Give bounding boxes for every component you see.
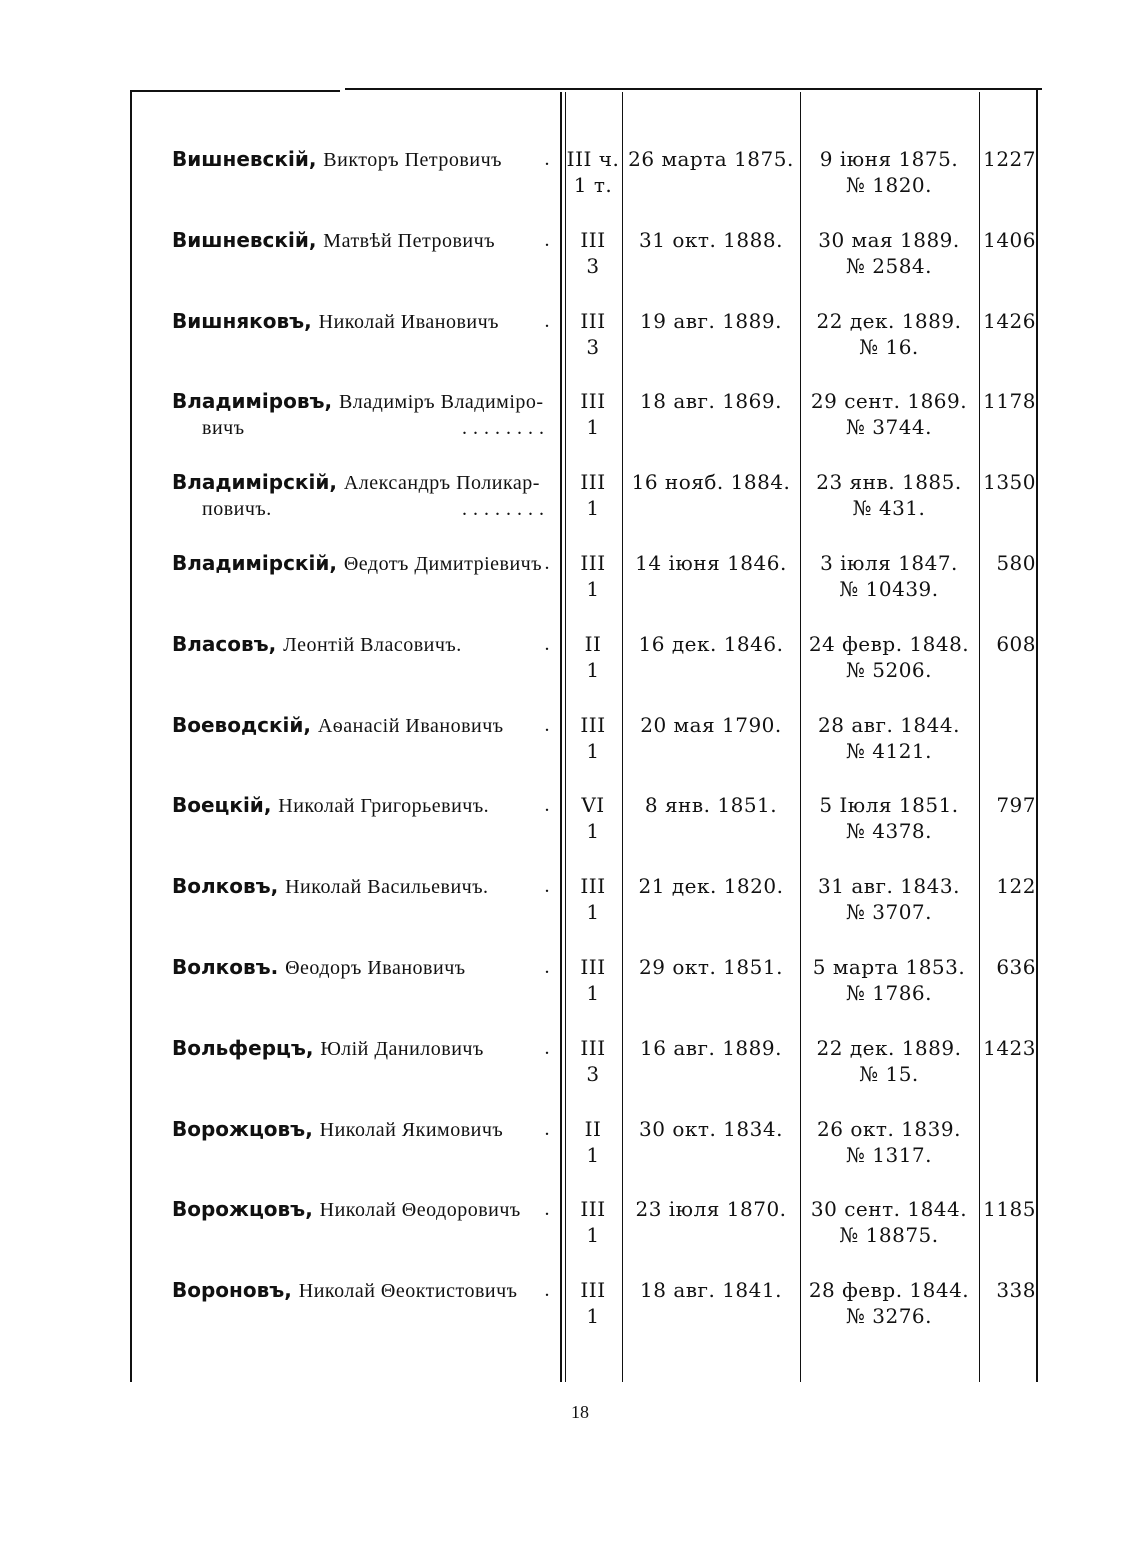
record-number bbox=[978, 954, 1036, 980]
service-date bbox=[626, 631, 796, 657]
part-volume-line: III bbox=[580, 470, 606, 495]
decree-date-line: 31 авг. 1843. bbox=[818, 874, 960, 899]
part-volume bbox=[566, 308, 620, 360]
part-volume bbox=[566, 388, 620, 440]
given-names: Викторъ Петровичъ bbox=[323, 149, 502, 171]
decree-date bbox=[800, 792, 978, 844]
decree-date bbox=[800, 146, 978, 198]
surname: Вишняковъ, bbox=[172, 308, 312, 333]
person-name bbox=[172, 227, 550, 254]
person-name bbox=[172, 1035, 550, 1062]
part-volume-line: 1 bbox=[586, 415, 600, 440]
decree-date bbox=[800, 712, 978, 764]
part-volume-line: III ч. bbox=[566, 147, 620, 171]
table-row bbox=[0, 1277, 1140, 1357]
service-date-line: 19 авг. 1889. bbox=[640, 308, 782, 333]
surname: Волковъ, bbox=[172, 874, 279, 899]
page-number: 18 bbox=[571, 1402, 589, 1422]
service-date bbox=[626, 712, 796, 738]
decree-date-line: № 1786. bbox=[845, 981, 933, 1005]
top-rule-left bbox=[130, 90, 340, 92]
table-row bbox=[0, 954, 1140, 1034]
decree-date bbox=[800, 1116, 978, 1168]
decree-date-line: № 10439. bbox=[839, 577, 939, 601]
part-volume bbox=[566, 712, 620, 764]
decree-date-line: № 4378. bbox=[845, 819, 933, 844]
decree-date-line: 3 іюля 1847. bbox=[820, 551, 958, 575]
decree-date-line: 29 сент. 1869. bbox=[810, 389, 968, 414]
decree-date bbox=[800, 1035, 978, 1087]
record-number-line: 1350 bbox=[983, 470, 1036, 495]
leader-dot: . bbox=[544, 309, 550, 332]
part-volume-line: II bbox=[584, 631, 602, 656]
decree-date-line: № 16. bbox=[859, 334, 919, 359]
part-volume-line: 1 bbox=[586, 1304, 600, 1329]
part-volume bbox=[566, 146, 620, 198]
surname: Вороновъ, bbox=[172, 1278, 292, 1303]
person-name bbox=[172, 792, 550, 819]
decree-date-line: № 4121. bbox=[845, 738, 933, 763]
service-date-line: 30 окт. 1834. bbox=[639, 1116, 783, 1141]
record-number bbox=[978, 1277, 1036, 1303]
surname: Владимірскій, bbox=[172, 551, 337, 575]
decree-date bbox=[800, 388, 978, 440]
table-row bbox=[0, 1196, 1140, 1276]
table-row bbox=[0, 146, 1140, 226]
table-row bbox=[0, 388, 1140, 468]
leader-dot: . bbox=[544, 794, 550, 817]
part-volume bbox=[566, 954, 620, 1006]
service-date-line: 29 окт. 1851. bbox=[639, 955, 783, 979]
person-name bbox=[172, 1277, 550, 1304]
decree-date bbox=[800, 227, 978, 279]
decree-date-line: № 3744. bbox=[845, 415, 933, 440]
part-volume bbox=[566, 1116, 620, 1168]
decree-date-line: 28 авг. 1844. bbox=[818, 712, 960, 737]
decree-date bbox=[800, 631, 978, 683]
table-row bbox=[0, 1116, 1140, 1196]
decree-date-line: 9 іюня 1875. bbox=[819, 147, 959, 171]
surname: Вишневскій, bbox=[172, 227, 317, 252]
decree-date-line: № 18875. bbox=[839, 1223, 939, 1248]
given-names: Θедотъ Димитріевичъ bbox=[343, 553, 543, 575]
part-volume-line: 1 bbox=[586, 496, 600, 521]
decree-date-line: 30 мая 1889. bbox=[818, 227, 960, 252]
leader-dot: . bbox=[544, 713, 550, 736]
given-names: Николай Григорьевичъ. bbox=[278, 795, 490, 818]
part-volume-line: II bbox=[584, 1116, 602, 1141]
service-date bbox=[626, 1035, 796, 1061]
record-number bbox=[978, 388, 1036, 414]
part-volume-line: III bbox=[580, 1035, 606, 1060]
service-date-line: 8 янв. 1851. bbox=[644, 793, 778, 818]
person-name bbox=[172, 954, 550, 981]
record-number-line: 1423 bbox=[983, 1035, 1036, 1060]
table-row bbox=[0, 469, 1140, 549]
surname: Вольферцъ, bbox=[172, 1035, 314, 1060]
leader-dot: . bbox=[544, 1198, 550, 1221]
surname: Воеводскій, bbox=[172, 712, 311, 737]
surname: Ворожцовъ, bbox=[172, 1116, 313, 1141]
table-row bbox=[0, 631, 1140, 711]
surname: Власовъ, bbox=[172, 631, 277, 656]
part-volume-line: III bbox=[580, 712, 606, 737]
part-volume bbox=[566, 1196, 620, 1248]
surname: Вишневскій, bbox=[172, 147, 317, 171]
part-volume-line: III bbox=[580, 227, 606, 252]
record-number-line: 1185 bbox=[983, 1197, 1036, 1222]
part-volume-line: III bbox=[580, 874, 606, 899]
record-number bbox=[978, 1035, 1036, 1061]
record-number-line: 1178 bbox=[983, 389, 1036, 414]
part-volume-line: III bbox=[580, 389, 606, 414]
service-date-line: 20 мая 1790. bbox=[640, 712, 782, 737]
decree-date-line: 24 февр. 1848. bbox=[808, 631, 970, 656]
given-names: Θеодоръ Ивановичъ bbox=[285, 957, 466, 979]
surname: Владиміровъ, bbox=[172, 389, 333, 414]
decree-date-line: № 5206. bbox=[845, 657, 933, 682]
service-date-line: 31 окт. 1888. bbox=[639, 227, 783, 252]
part-volume-line: VI bbox=[581, 793, 605, 818]
decree-date-line: № 2584. bbox=[845, 253, 933, 278]
service-date-line: 16 дек. 1846. bbox=[638, 631, 784, 656]
part-volume-line: 1 bbox=[586, 981, 600, 1005]
service-date bbox=[626, 954, 796, 980]
record-number bbox=[978, 792, 1036, 818]
record-number-line: 636 bbox=[996, 955, 1036, 979]
person-name bbox=[172, 308, 550, 335]
given-names: Александръ Поликар- bbox=[343, 472, 540, 495]
decree-date bbox=[800, 550, 978, 602]
service-date bbox=[626, 550, 796, 576]
part-volume-line: 3 bbox=[586, 1061, 600, 1086]
decree-date-line: 5 марта 1853. bbox=[812, 955, 966, 979]
part-volume bbox=[566, 227, 620, 279]
record-number-line: 338 bbox=[996, 1278, 1036, 1303]
decree-date-line: № 3276. bbox=[845, 1304, 933, 1329]
given-names-continued-text: вичъ bbox=[202, 417, 245, 440]
service-date-line: 16 авг. 1889. bbox=[640, 1035, 782, 1060]
decree-date-line: 22 дек. 1889. bbox=[816, 308, 962, 333]
table-row bbox=[0, 308, 1140, 388]
leader-dot: . bbox=[544, 956, 550, 978]
table-row bbox=[0, 792, 1140, 872]
person-name bbox=[172, 146, 550, 173]
table-row bbox=[0, 1035, 1140, 1115]
given-names-continued bbox=[172, 415, 550, 441]
surname: Воецкій, bbox=[172, 793, 272, 818]
service-date-line: 18 авг. 1869. bbox=[640, 389, 782, 414]
decree-date-line: 22 дек. 1889. bbox=[816, 1035, 962, 1060]
person-name bbox=[172, 388, 550, 441]
record-number bbox=[978, 146, 1036, 172]
service-date bbox=[626, 227, 796, 253]
decree-date bbox=[800, 308, 978, 360]
service-date-line: 26 марта 1875. bbox=[628, 147, 794, 171]
record-number-line: 580 bbox=[996, 551, 1036, 575]
part-volume-line: III bbox=[580, 308, 606, 333]
leader-dot: . bbox=[544, 1279, 550, 1302]
given-names-continued bbox=[172, 496, 550, 522]
decree-date-line: № 3707. bbox=[845, 900, 933, 925]
service-date bbox=[626, 1277, 796, 1303]
leader-dot: . bbox=[544, 1036, 550, 1059]
part-volume bbox=[566, 792, 620, 844]
leader-dot: . bbox=[544, 632, 550, 655]
decree-date bbox=[800, 1196, 978, 1248]
service-date-line: 16 нояб. 1884. bbox=[631, 470, 791, 495]
surname: Ворожцовъ, bbox=[172, 1197, 313, 1222]
part-volume-line: 3 bbox=[586, 253, 600, 278]
decree-date-line: 23 янв. 1885. bbox=[816, 470, 962, 495]
record-number-line: 1406 bbox=[983, 227, 1036, 252]
given-names: Матвѣй Петровичъ bbox=[323, 229, 496, 252]
given-names: Леонтій Власовичъ. bbox=[283, 633, 462, 656]
record-number bbox=[978, 1196, 1036, 1222]
record-number-line: 1426 bbox=[983, 308, 1036, 333]
leader-dot: . bbox=[544, 1117, 550, 1140]
record-number bbox=[978, 308, 1036, 334]
person-name bbox=[172, 550, 550, 577]
part-volume-line: III bbox=[580, 1197, 606, 1222]
person-name bbox=[172, 1196, 550, 1223]
person-name bbox=[172, 1116, 550, 1143]
leader-dots: ........ bbox=[462, 498, 550, 521]
person-name bbox=[172, 873, 550, 900]
service-date bbox=[626, 469, 796, 495]
table-row bbox=[0, 227, 1140, 307]
service-date-line: 18 авг. 1841. bbox=[640, 1278, 782, 1303]
part-volume-line: 1 bbox=[586, 657, 600, 682]
given-names: Николай Якимовичъ bbox=[319, 1118, 504, 1141]
table-row bbox=[0, 550, 1140, 630]
service-date bbox=[626, 1116, 796, 1142]
service-date-line: 21 дек. 1820. bbox=[638, 874, 784, 899]
decree-date-line: № 15. bbox=[859, 1061, 919, 1086]
part-volume-line: 1 bbox=[586, 900, 600, 925]
given-names: Николай Васильевичъ. bbox=[285, 876, 489, 899]
part-volume-line: 3 bbox=[586, 334, 600, 359]
part-volume-line: 1 bbox=[586, 738, 600, 763]
service-date bbox=[626, 146, 796, 172]
surname: Волковъ. bbox=[172, 955, 279, 979]
decree-date-line: № 1820. bbox=[845, 173, 933, 197]
part-volume bbox=[566, 1277, 620, 1329]
given-names-continued-text: повичъ. bbox=[202, 498, 272, 521]
service-date bbox=[626, 873, 796, 899]
part-volume bbox=[566, 550, 620, 602]
record-number-line: 608 bbox=[996, 631, 1036, 656]
part-volume-line: III bbox=[580, 551, 606, 575]
surname: Владимірскій, bbox=[172, 470, 337, 495]
leader-dot: . bbox=[544, 148, 550, 170]
part-volume-line: III bbox=[580, 1278, 606, 1303]
service-date-line: 14 іюня 1846. bbox=[635, 551, 787, 575]
given-names: Николай Θеоктистовичъ bbox=[298, 1280, 518, 1303]
given-names: Юлій Даниловичъ bbox=[320, 1037, 484, 1060]
decree-date-line: 30 сент. 1844. bbox=[810, 1197, 968, 1222]
person-name bbox=[172, 631, 550, 658]
decree-date-line: 28 февр. 1844. bbox=[808, 1278, 970, 1303]
part-volume-line: 1 bbox=[586, 577, 600, 601]
part-volume bbox=[566, 1035, 620, 1087]
top-rule-right bbox=[345, 88, 1042, 90]
decree-date bbox=[800, 873, 978, 925]
part-volume-line: 1 bbox=[586, 1142, 600, 1167]
record-number bbox=[978, 873, 1036, 899]
record-number-line: 1227 bbox=[983, 147, 1036, 171]
service-date bbox=[626, 792, 796, 818]
leader-dot: . bbox=[544, 875, 550, 898]
decree-date-line: 26 окт. 1839. bbox=[817, 1116, 961, 1141]
part-volume-line: 1 т. bbox=[573, 173, 613, 197]
record-number-line: 122 bbox=[996, 874, 1036, 899]
record-number bbox=[978, 631, 1036, 657]
decree-date bbox=[800, 469, 978, 521]
leader-dot: . bbox=[544, 228, 550, 251]
person-name bbox=[172, 712, 550, 739]
service-date bbox=[626, 308, 796, 334]
part-volume-line: 1 bbox=[586, 819, 600, 844]
decree-date bbox=[800, 1277, 978, 1329]
person-name bbox=[172, 469, 550, 522]
decree-date-line: 5 Іюля 1851. bbox=[819, 793, 959, 818]
table-row bbox=[0, 873, 1140, 953]
part-volume-line: 1 bbox=[586, 1223, 600, 1248]
record-number-line: 797 bbox=[996, 793, 1036, 818]
part-volume-line: III bbox=[580, 955, 606, 979]
given-names: Аѳанасій Ивановичъ bbox=[317, 714, 504, 737]
decree-date-line: № 431. bbox=[852, 496, 926, 521]
part-volume bbox=[566, 631, 620, 683]
leader-dots: ........ bbox=[462, 417, 550, 440]
record-number bbox=[978, 227, 1036, 253]
part-volume bbox=[566, 873, 620, 925]
service-date bbox=[626, 388, 796, 414]
part-volume bbox=[566, 469, 620, 521]
given-names: Владиміръ Владиміро- bbox=[338, 391, 544, 414]
service-date bbox=[626, 1196, 796, 1222]
decree-date-line: № 1317. bbox=[845, 1142, 933, 1167]
record-number bbox=[978, 469, 1036, 495]
table-row bbox=[0, 712, 1140, 792]
record-number bbox=[978, 550, 1036, 576]
leader-dot: . bbox=[544, 552, 550, 574]
service-date-line: 23 іюля 1870. bbox=[635, 1197, 787, 1222]
given-names: Николай Θеодоровичъ bbox=[319, 1199, 521, 1222]
given-names: Николай Ивановичъ bbox=[318, 310, 500, 333]
decree-date bbox=[800, 954, 978, 1006]
